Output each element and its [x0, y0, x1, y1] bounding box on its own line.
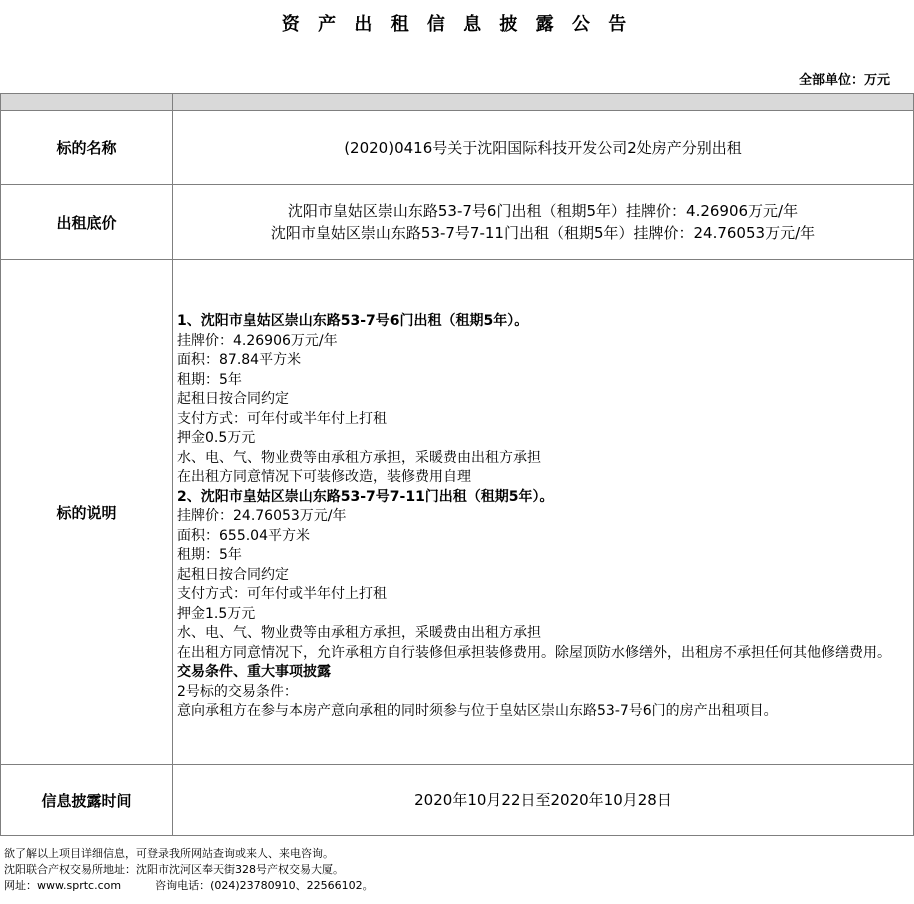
desc-line: 意向承租方在参与本房产意向承租的同时须参与位于皇姑区崇山东路53-7号6门的房产出租项目。	[177, 703, 778, 720]
label-name: 标的名称	[1, 111, 173, 185]
footer-line-3	[4, 878, 374, 894]
page-title: 资 产 出 租 信 息 披 露 公 告	[281, 14, 633, 35]
label-price: 出租底价	[1, 185, 173, 260]
desc-line: 面积：655.04平方米	[177, 527, 310, 544]
unit-note: 全部单位：万元	[798, 73, 890, 88]
price-line-1: 沈阳市皇姑区崇山东路53-7号6门出租（租期5年）挂牌价：4.26906万元/年	[287, 202, 799, 220]
label-description: 标的说明	[1, 260, 173, 765]
announcement-table	[0, 93, 914, 836]
desc-line: 挂牌价：4.26906万元/年	[177, 332, 338, 349]
desc-line: 起租日按合同约定	[177, 566, 289, 583]
value-description	[173, 260, 914, 765]
label-disclosure: 信息披露时间	[1, 765, 173, 836]
desc-conditions-heading: 交易条件、重大事项披露	[177, 664, 331, 681]
desc-line: 租期：5年	[177, 547, 242, 564]
desc-line: 起租日按合同约定	[177, 391, 289, 408]
value-disclosure: 2020年10月22日至2020年10月28日	[173, 765, 914, 836]
price-line-2: 沈阳市皇姑区崇山东路53-7号7-11门出租（租期5年）挂牌价：24.76053万元/年	[270, 224, 816, 242]
desc-item1-heading: 1、沈阳市皇姑区崇山东路53-7号6门出租（租期5年）。	[177, 313, 529, 330]
desc-line: 租期：5年	[177, 371, 242, 388]
desc-line: 支付方式：可年付或半年付上打租	[177, 586, 387, 603]
footer-website: 网址：www.sprtc.com	[4, 879, 122, 892]
footer-info	[4, 846, 374, 894]
desc-line: 在出租方同意情况下可装修改造，装修费用自理	[177, 469, 471, 486]
desc-line: 水、电、气、物业费等由承租方承担，采暖费由出租方承担	[177, 449, 541, 466]
header-bar-left	[1, 94, 173, 111]
desc-line: 水、电、气、物业费等由承租方承担，采暖费由出租方承担	[177, 625, 541, 642]
row-name	[1, 111, 914, 185]
footer-phone: 咨询电话：(024)23780910、22566102。	[155, 879, 374, 892]
desc-item2-heading: 2、沈阳市皇姑区崇山东路53-7号7-11门出租（租期5年）。	[177, 488, 554, 505]
value-name: (2020)0416号关于沈阳国际科技开发公司2处房产分别出租	[173, 111, 914, 185]
row-disclosure	[1, 765, 914, 836]
row-price	[1, 185, 914, 260]
footer-line-1: 欲了解以上项目详细信息，可登录我所网站查询或来人、来电咨询。	[4, 847, 334, 860]
desc-line: 2号标的交易条件：	[177, 683, 298, 700]
footer-line-2: 沈阳联合产权交易所地址：沈阳市沈河区奉天街328号产权交易大厦。	[4, 863, 344, 876]
value-price	[173, 185, 914, 260]
header-bar-right	[173, 94, 914, 111]
desc-line: 面积：87.84平方米	[177, 352, 302, 369]
desc-line: 在出租方同意情况下，允许承租方自行装修但承担装修费用。除屋顶防水修缮外，出租房不承担任何其他修缮费用。	[177, 644, 891, 661]
row-description	[1, 260, 914, 765]
desc-line: 支付方式：可年付或半年付上打租	[177, 410, 387, 427]
desc-line: 挂牌价：24.76053万元/年	[177, 508, 347, 525]
desc-line: 押金0.5万元	[177, 430, 256, 447]
desc-line: 押金1.5万元	[177, 605, 256, 622]
table-header-bar	[1, 94, 914, 111]
